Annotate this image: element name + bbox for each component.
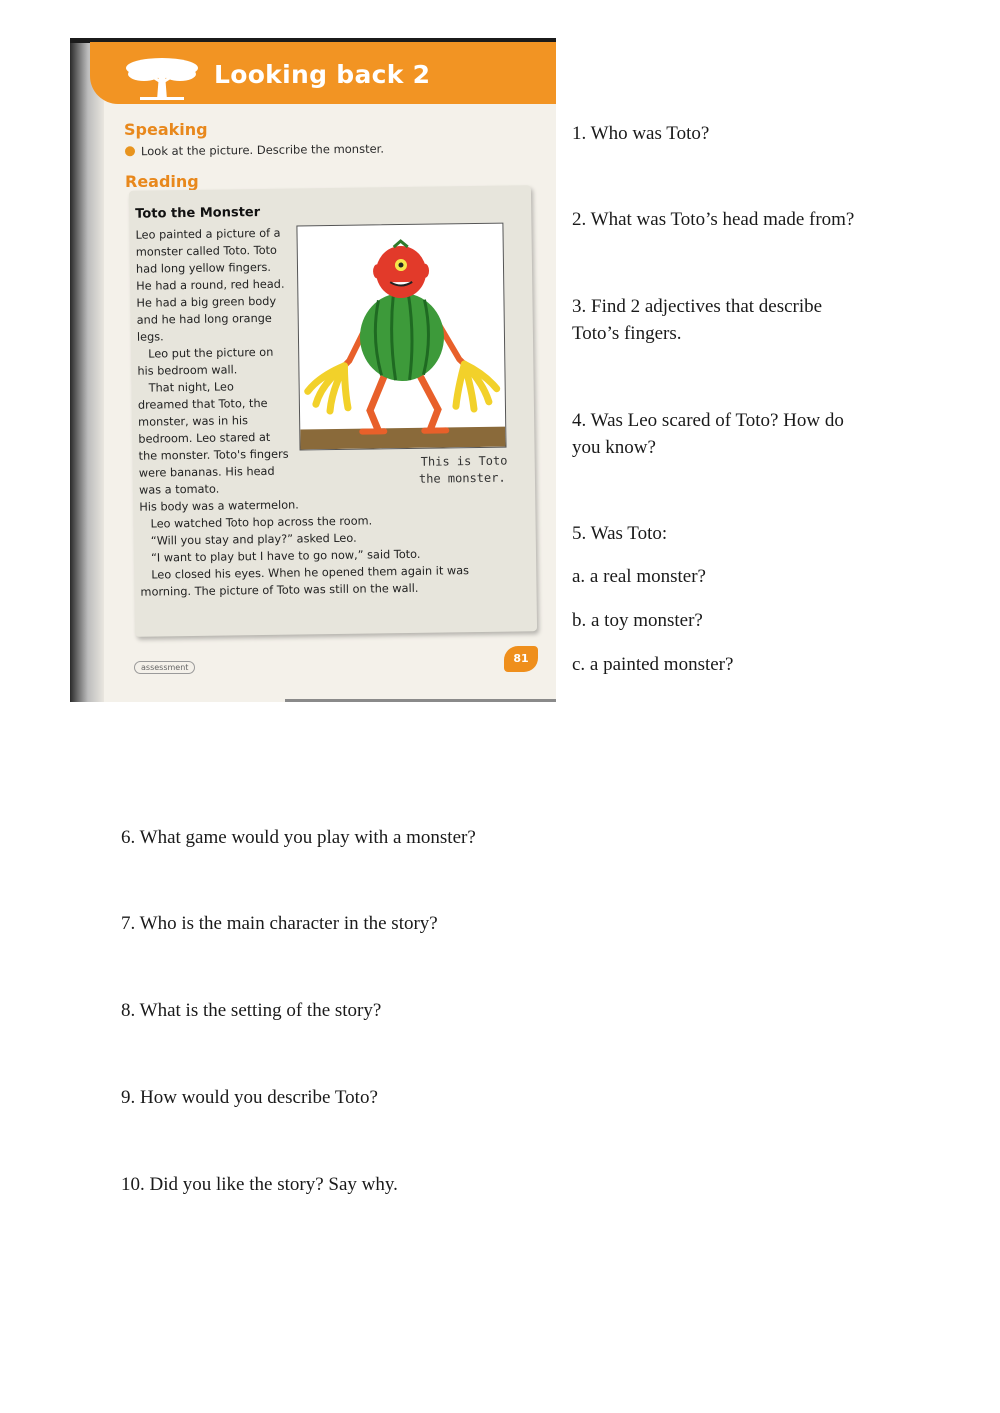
story-line: were bananas. His head bbox=[138, 464, 275, 480]
question-4-line1: 4. Was Leo scared of Toto? How do bbox=[572, 410, 844, 431]
page-number-badge: 81 bbox=[504, 646, 538, 672]
story-line: bedroom. Leo stared at bbox=[138, 430, 271, 446]
question-4-line2: you know? bbox=[572, 437, 656, 458]
story-line: That night, Leo bbox=[148, 380, 234, 395]
question-8: 8. What is the setting of the story? bbox=[121, 1000, 382, 1021]
question-9: 9. How would you describe Toto? bbox=[121, 1087, 378, 1108]
story-line: Leo painted a picture of a bbox=[135, 226, 281, 242]
story-line: monster, was in his bbox=[138, 414, 249, 429]
story-line: monster called Toto. Toto bbox=[135, 243, 277, 259]
unit-title: Looking back 2 bbox=[214, 60, 431, 89]
question-1: 1. Who was Toto? bbox=[572, 123, 710, 144]
story-line: Leo put the picture on bbox=[148, 345, 274, 361]
unit-banner bbox=[90, 42, 556, 104]
story-line: the monster. Toto's fingers bbox=[138, 447, 289, 463]
reading-card bbox=[129, 185, 537, 637]
speaking-instruction-row bbox=[125, 142, 384, 159]
story-title: Toto the Monster bbox=[135, 204, 261, 222]
picture-caption-line1: This is Toto bbox=[420, 453, 508, 469]
story-line: was a tomato. bbox=[138, 482, 220, 497]
story-line: had long yellow fingers. bbox=[135, 260, 272, 276]
question-3-line1: 3. Find 2 adjectives that describe bbox=[572, 296, 823, 317]
story-line: Leo closed his eyes. When he opened them again it was bbox=[151, 564, 470, 582]
story-line: Leo watched Toto hop across the room. bbox=[150, 514, 373, 531]
speaking-heading: Speaking bbox=[124, 120, 208, 139]
story-line: He had a big green body bbox=[136, 294, 277, 310]
question-2: 2. What was Toto’s head made from? bbox=[572, 209, 855, 230]
story-line: His body was a watermelon. bbox=[139, 498, 299, 514]
question-5-option-c: c. a painted monster? bbox=[572, 654, 734, 675]
speaking-instruction: Look at the picture. Describe the monster. bbox=[140, 141, 385, 159]
story-line: “I want to play but I have to go now,” said Toto. bbox=[150, 547, 421, 565]
reading-heading: Reading bbox=[125, 172, 199, 191]
story-line: dreamed that Toto, the bbox=[137, 396, 268, 412]
question-5-option-a: a. a real monster? bbox=[572, 566, 706, 587]
acacia-tree-icon bbox=[122, 54, 202, 100]
scan-bottom-edge bbox=[285, 699, 556, 702]
story-line: “Will you stay and play?” asked Leo. bbox=[150, 531, 357, 548]
question-3-line2: Toto’s fingers. bbox=[572, 323, 682, 344]
story-line: and he had long orange bbox=[136, 311, 272, 327]
story-line: legs. bbox=[136, 330, 164, 344]
book-spine-shadow bbox=[70, 38, 104, 702]
question-7: 7. Who is the main character in the story? bbox=[121, 913, 438, 934]
assessment-tag: assessment bbox=[134, 661, 195, 674]
story-line: He had a round, red head. bbox=[136, 277, 285, 293]
question-5: 5. Was Toto: bbox=[572, 523, 668, 544]
toto-monster-illustration bbox=[297, 224, 505, 450]
textbook-scan bbox=[70, 38, 556, 702]
question-10: 10. Did you like the story? Say why. bbox=[121, 1174, 398, 1195]
bullet-icon bbox=[125, 146, 135, 156]
story-line: morning. The picture of Toto was still on the wall. bbox=[140, 581, 419, 599]
monster-picture bbox=[296, 223, 506, 451]
question-5-option-b: b. a toy monster? bbox=[572, 610, 703, 631]
question-6: 6. What game would you play with a monster? bbox=[121, 827, 476, 848]
picture-caption-line2: the monster. bbox=[418, 470, 506, 486]
story-line: his bedroom wall. bbox=[137, 363, 238, 378]
